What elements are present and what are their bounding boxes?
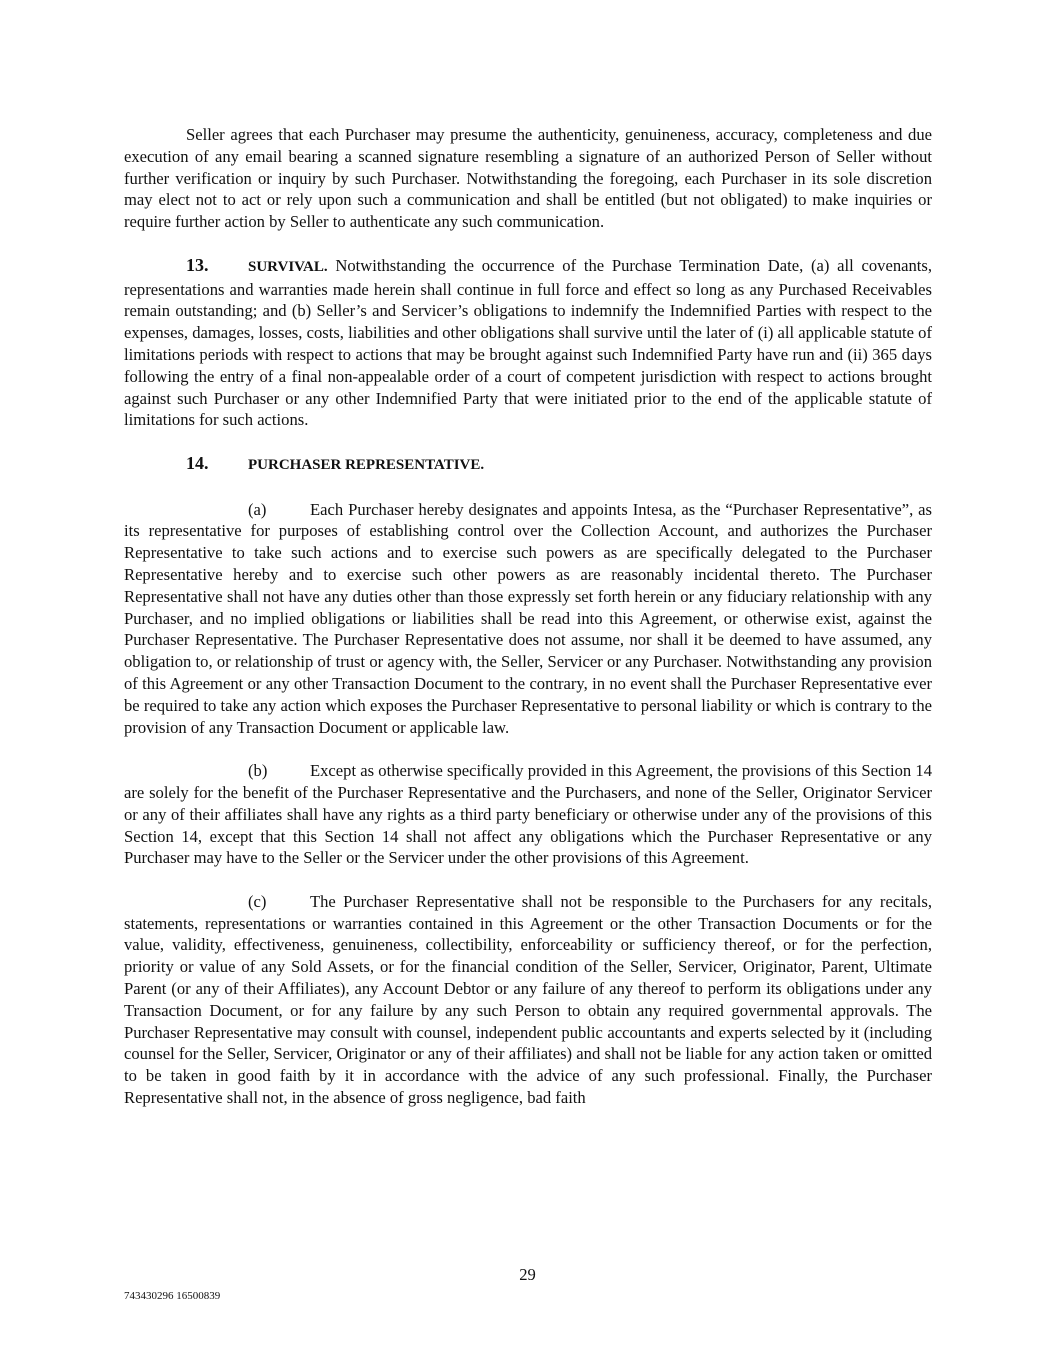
page-number: 29 [519,1265,536,1284]
section-13-text: Notwithstanding the occurrence of the Purchase Termination Date, (a) all covenants, representations and warranties made herein shall continue in full force and effect so long as any Purchased Receivables remain outstanding; and (b) Seller’s and Servicer’s obligations to indemnify the Indemnified Parties with respect to the expenses, damages, losses, costs, liabilities and other obligations shall survive until the later of (i) all applicable statute of limitations periods with respect to actions that may be brought against such Indemnified Party have run and (ii) 365 days following the entry of a final non-appealable order of a court of competent jurisdiction with respect to actions brought against such Purchaser or any other Indemnified Party that were initiated prior to the end of the applicable statute of limitations for such actions. [124,255,932,430]
section-14a-text: Each Purchaser hereby designates and appoints Intesa, as the “Purchaser Representative”, as its representative for purposes of establishing control over the Collection Account, and authorizes the Purchaser Representative to take such actions and to exercise such powers as are specifically delegated to the Purchaser Representative hereby and to exercise such other powers as are reasonably incidental thereto. The Purchaser Representative shall not have any duties other than those expressly set forth herein or any fiduciary relationship with any Purchaser, and no implied obligations or liabilities shall be read into this Agreement, or otherwise exist, against the Purchaser Representative. The Purchaser Representative does not assume, nor shall it be deemed to have assumed, any obligation to, or relationship of trust or agency with, the Seller, Servicer or any Purchaser. Notwithstanding any provision of this Agreement or any other Transaction Document to the contrary, in no event shall the Purchaser Representative ever be required to take any action which exposes the Purchaser Representative to personal liability or which is contrary to the provision of any Transaction Document or applicable law. [124,499,932,737]
section-13-number: 13. [186,254,209,275]
section-14b-paragraph [124,760,932,869]
section-14-number: 14. [186,452,209,473]
spacer [124,233,932,255]
spacer [124,431,932,453]
section-14c-text: The Purchaser Representative shall not be responsible to the Purchasers for any recitals, statements, representations or warranties contained in this Agreement or the other Transaction Documents or for the value, validity, effectiveness, genuineness, collectibility, enforceability or sufficiency thereof, or for the perfection, priority or value of any Sold Assets, or for the financial condition of the Seller, Servicer, Originator, Parent, Ultimate Parent (or any of their Affiliates), any Account Debtor or any failure of any thereof to perform its obligations under any Transaction Document, or for any failure by any such Person to obtain any required governmental approvals. The Purchaser Representative may consult with counsel, independent public accountants and experts selected by it (including counsel for the Seller, Servicer, Originator or any of their affiliates) and shall not be liable for any action taken or omitted to be taken in good faith by it in accordance with the advice of any such professional. Finally, the Purchaser Representative shall not, in the absence of gross negligence, bad faith [124,891,932,1108]
spacer [124,869,932,891]
section-14a-label: (a) [248,499,267,519]
section-14b-text: Except as otherwise specifically provided in this Agreement, the provisions of this Section 14 are solely for the benefit of the Purchaser Representative and the Purchasers, and none of the Seller, Originator Servicer or any of their affiliates shall have any rights as a third party beneficiary or otherwise under any of the provisions of this Section 14, except that this Section 14 shall not affect any obligations which the Purchaser Representative or any Purchaser may have to the Seller or the Servicer under the other provisions of this Agreement. [124,761,932,868]
intro-paragraph: Seller agrees that each Purchaser may presume the authenticity, genuineness, accuracy, completeness and due execution of any email bearing a scanned signature resembling a signature of an authorized Person of Seller without further verification or inquiry by such Purchaser. Notwithstanding the foregoing, each Purchaser in its sole discretion may elect not to act or rely upon such a communication and shall be entitled (but not obligated) to make inquiries or require further action by Seller to authenticate any such communication. [124,125,932,232]
section-13-title: SURVIVAL. [248,258,328,275]
section-13-paragraph [124,255,932,431]
document-page [124,124,932,1109]
section-14-title: PURCHASER REPRESENTATIVE. [248,456,485,473]
spacer [124,477,932,499]
section-14c-label: (c) [248,891,267,911]
spacer [124,738,932,760]
section-14-heading [124,453,932,477]
section-14b-label: (b) [248,761,268,781]
section-14c-paragraph [124,891,932,1109]
section-14a-paragraph [124,499,932,739]
document-id: 743430296 16500839 [124,1290,221,1302]
